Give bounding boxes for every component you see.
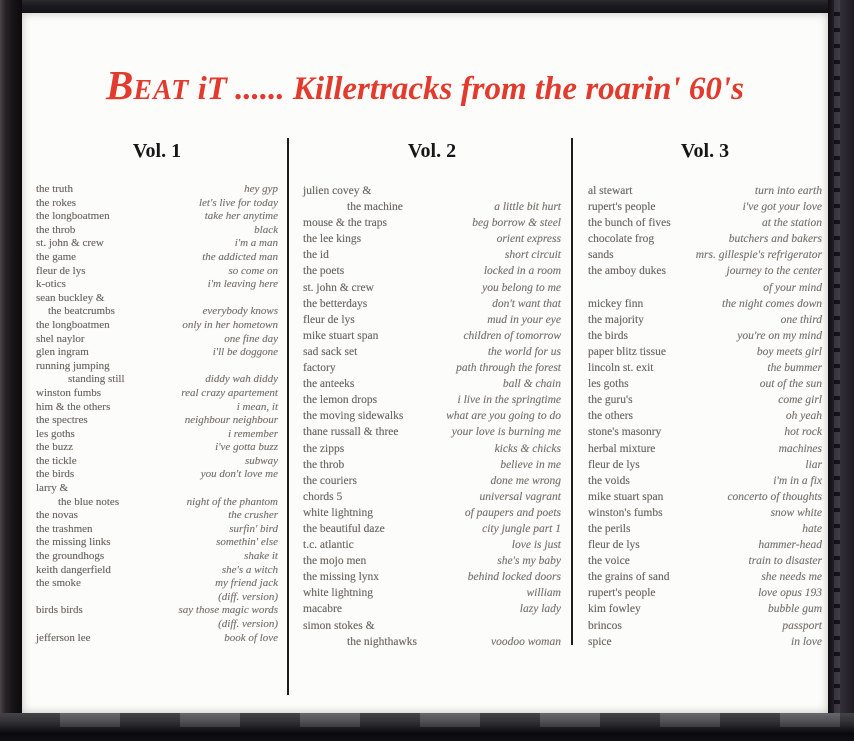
artist-name: the blue notes — [58, 495, 120, 508]
artist-name: the missing links — [36, 536, 111, 549]
song-title: oh yeah — [785, 410, 822, 423]
track-row — [36, 387, 278, 401]
artist-name: fleur de lys — [303, 313, 355, 326]
song-title: behind locked doors — [467, 571, 561, 584]
song-title: one fine day — [224, 332, 278, 345]
artist-name: macabre — [303, 603, 342, 616]
artist-name: the voids — [588, 474, 630, 487]
track-row — [36, 564, 278, 578]
song-title: she's my baby — [497, 555, 561, 568]
song-title: surfin' bird — [229, 522, 278, 535]
track-row — [303, 296, 561, 312]
track-row — [303, 473, 561, 489]
track-row — [36, 265, 278, 279]
artist-name: the betterdays — [303, 297, 368, 310]
artist-name: the guru's — [588, 394, 633, 407]
artist-name: mouse & the traps — [303, 217, 387, 230]
artist-name: the anteeks — [303, 378, 355, 391]
artist-name: the id — [303, 249, 329, 262]
track-row — [36, 210, 278, 224]
song-title: boy meets girl — [756, 345, 822, 358]
song-title: you belong to me — [482, 281, 561, 294]
song-title: subway — [245, 454, 278, 467]
song-title: i live in the springtime — [457, 394, 561, 407]
track-row — [36, 523, 278, 537]
track-row — [588, 215, 822, 231]
track-row — [588, 280, 822, 296]
song-title: the bummer — [767, 362, 822, 375]
artist-name: les goths — [36, 427, 75, 440]
track-row — [588, 601, 822, 617]
song-title: concerto of thoughts — [727, 490, 822, 503]
track-row — [303, 424, 561, 440]
song-title: say those magic words — [178, 604, 278, 617]
track-row — [36, 455, 278, 469]
song-title: beg borrow & steel — [472, 217, 561, 230]
song-title: train to disaster — [748, 555, 822, 568]
track-row — [588, 537, 822, 553]
artist-name: paper blitz tissue — [588, 345, 666, 358]
artist-name: brincos — [588, 619, 622, 632]
track-row — [36, 550, 278, 564]
artist-name: the truth — [36, 183, 73, 195]
track-row — [36, 509, 278, 523]
track-row — [36, 305, 278, 319]
song-title: hey gyp — [244, 183, 278, 195]
track-row — [303, 569, 561, 585]
song-title: done me wrong — [490, 474, 561, 487]
song-title: your love is burning me — [451, 426, 561, 439]
track-row — [588, 183, 822, 199]
artist-name: herbal mixture — [588, 442, 656, 455]
artist-name: st. john & crew — [303, 281, 374, 294]
song-title: mud in your eye — [487, 313, 561, 326]
song-title: i'm leaving here — [207, 278, 278, 291]
artist-name: the perils — [588, 522, 631, 535]
artist-name: the voice — [588, 555, 630, 568]
track-row — [36, 183, 278, 197]
artist-name: shel naylor — [36, 332, 85, 345]
track-row — [588, 489, 822, 505]
volume-3-header: Vol. 3 — [680, 140, 730, 162]
track-row — [588, 344, 822, 360]
track-row — [588, 328, 822, 344]
song-title: love opus 193 — [758, 587, 822, 600]
artist-name: les goths — [588, 378, 629, 391]
artist-name: white lightning — [303, 506, 373, 519]
artist-name: keith dangerfield — [36, 563, 111, 576]
song-title: take her anytime — [204, 210, 278, 223]
track-row — [588, 618, 822, 634]
track-row — [36, 401, 278, 415]
artist-name: the beautiful daze — [303, 522, 385, 535]
song-title: butchers and bakers — [728, 233, 822, 246]
song-title: locked in a room — [483, 265, 561, 278]
track-row — [36, 441, 278, 455]
song-title: children of tomorrow — [463, 329, 561, 342]
case-bottom-edge — [0, 727, 854, 741]
song-title: real crazy apartement — [181, 386, 278, 399]
song-title: of your mind — [763, 281, 822, 294]
artist-name: the amboy dukes — [588, 265, 666, 278]
artist-name: the mojo men — [303, 555, 367, 568]
track-row — [303, 537, 561, 553]
song-title: hammer-head — [758, 539, 822, 552]
artist-name: t.c. atlantic — [303, 539, 354, 552]
song-title: let's live for today — [198, 196, 278, 209]
track-row — [588, 457, 822, 473]
artist-name: the majority — [588, 313, 644, 326]
track-row — [303, 360, 561, 376]
song-title: short circuit — [504, 249, 561, 262]
track-row — [303, 312, 561, 328]
case-edge-left — [0, 0, 22, 741]
tracklist-insert — [22, 13, 828, 713]
artist-name: the nighthawks — [347, 635, 417, 648]
artist-name: the rokes — [36, 196, 77, 209]
track-row — [588, 521, 822, 537]
track-row — [303, 183, 561, 199]
song-title: city jungle part 1 — [482, 522, 561, 535]
track-row — [588, 376, 822, 392]
artist-name: larry & — [36, 482, 69, 495]
track-row — [303, 489, 561, 505]
artist-name: the others — [588, 410, 634, 423]
volume-2-header: Vol. 2 — [407, 140, 457, 162]
track-row — [303, 215, 561, 231]
track-row — [303, 376, 561, 392]
track-row — [36, 577, 278, 591]
artist-name: mickey finn — [588, 297, 644, 310]
track-row — [588, 553, 822, 569]
track-row — [303, 247, 561, 263]
artist-name: sad sack set — [303, 345, 358, 358]
album-title-rest: iT ...... Killertracks from the roarin' 60's — [189, 71, 744, 107]
artist-name: running jumping — [36, 359, 110, 372]
track-row — [588, 634, 822, 650]
artist-name: k-otics — [36, 278, 66, 291]
song-title: i'll be doggone — [212, 346, 278, 359]
track-row — [303, 505, 561, 521]
track-row — [36, 591, 278, 605]
artist-name: glen ingram — [36, 346, 89, 359]
artist-name: chords 5 — [303, 490, 343, 503]
song-title: what are you going to do — [446, 410, 561, 423]
case-bottom-hinge — [0, 713, 854, 727]
artist-name: the moving sidewalks — [303, 410, 404, 423]
song-title: i remember — [228, 427, 278, 440]
artist-name: rupert's people — [588, 587, 656, 600]
artist-name: the spectres — [36, 414, 88, 427]
track-row — [36, 428, 278, 442]
song-title: liar — [805, 458, 822, 471]
song-title: come girl — [778, 394, 822, 407]
album-title-lead-cap: B — [106, 62, 134, 108]
artist-name: the beatcrumbs — [48, 305, 115, 318]
track-row — [588, 247, 822, 263]
artist-name: the longboatmen — [36, 318, 110, 331]
artist-name: julien covey & — [303, 185, 372, 197]
artist-name: the groundhogs — [36, 550, 105, 563]
song-title: (diff. version) — [218, 618, 278, 630]
volume-3-tracklist — [588, 183, 822, 650]
artist-name: the novas — [36, 509, 78, 522]
song-title: you don't love me — [200, 468, 278, 481]
song-title: a little bit hurt — [494, 201, 561, 214]
artist-name: white lightning — [303, 587, 373, 600]
song-title: kicks & chicks — [494, 442, 561, 455]
artist-name: the lemon drops — [303, 394, 378, 407]
artist-name: winston's fumbs — [588, 506, 663, 519]
song-title: shake it — [244, 550, 278, 563]
artist-name: birds birds — [36, 604, 83, 617]
track-row — [36, 618, 278, 632]
track-row — [36, 224, 278, 238]
track-row — [588, 424, 822, 440]
artist-name: factory — [303, 362, 336, 375]
track-row — [303, 553, 561, 569]
song-title: out of the sun — [759, 378, 822, 391]
artist-name: chocolate frog — [588, 233, 655, 246]
artist-name: the trashmen — [36, 522, 93, 535]
track-row — [36, 319, 278, 333]
track-row — [303, 585, 561, 601]
song-title: don't want that — [492, 297, 561, 310]
track-row — [36, 604, 278, 618]
artist-name: mike stuart span — [588, 490, 664, 503]
track-row — [36, 536, 278, 550]
case-edge-top — [0, 0, 854, 13]
track-row — [588, 231, 822, 247]
song-title: at the station — [761, 217, 822, 230]
artist-name: standing still — [68, 373, 125, 386]
song-title: snow white — [770, 506, 822, 519]
album-title-small-caps: EAT — [133, 75, 190, 106]
song-title: the crusher — [228, 509, 278, 522]
track-row — [303, 441, 561, 457]
song-title: in love — [791, 635, 822, 648]
song-title: universal vagrant — [479, 490, 561, 503]
artist-name: the zipps — [303, 442, 345, 455]
song-title: i've gotta buzz — [215, 441, 278, 454]
track-row — [588, 408, 822, 424]
track-row — [588, 312, 822, 328]
column-divider-2 — [571, 138, 573, 645]
track-row — [303, 521, 561, 537]
track-row — [303, 601, 561, 617]
song-title: black — [254, 223, 278, 236]
song-title: hate — [802, 522, 822, 535]
artist-name: the smoke — [36, 577, 81, 590]
song-title: so come on — [228, 264, 278, 277]
track-row — [303, 408, 561, 424]
song-title: she's a witch — [221, 563, 278, 576]
artist-name: sands — [588, 249, 614, 262]
song-title: orient express — [496, 233, 561, 246]
artist-name: the couriers — [303, 474, 357, 487]
song-title: turn into earth — [754, 185, 822, 197]
song-title: everybody knows — [202, 305, 278, 318]
song-title: night of the phantom — [186, 495, 278, 508]
artist-name: the tickle — [36, 454, 77, 467]
track-row — [303, 263, 561, 279]
artist-name: al stewart — [588, 185, 633, 197]
song-title: believe in me — [500, 458, 561, 471]
artist-name: st. john & crew — [36, 237, 104, 250]
track-row — [303, 392, 561, 408]
track-row — [36, 468, 278, 482]
track-row — [588, 585, 822, 601]
artist-name: the missing lynx — [303, 571, 380, 584]
track-row — [36, 482, 278, 496]
artist-name: kim fowley — [588, 603, 641, 616]
track-row — [588, 199, 822, 215]
artist-name: the grains of sand — [588, 571, 670, 584]
artist-name: lincoln st. exit — [588, 362, 654, 375]
track-row — [303, 280, 561, 296]
song-title: i'm a man — [234, 237, 278, 250]
track-row — [36, 197, 278, 211]
artist-name: sean buckley & — [36, 291, 105, 304]
artist-name: the throb — [303, 458, 345, 471]
track-row — [588, 441, 822, 457]
artist-name: winston fumbs — [36, 386, 102, 399]
track-row — [303, 634, 561, 650]
song-title: voodoo woman — [491, 635, 561, 648]
song-title: the world for us — [487, 345, 561, 358]
artist-name: fleur de lys — [588, 458, 640, 471]
song-title: i mean, it — [236, 400, 278, 413]
track-row — [36, 373, 278, 387]
track-row — [303, 344, 561, 360]
song-title: neighbour neighbour — [184, 414, 278, 427]
track-row — [303, 199, 561, 215]
song-title: love is just — [511, 539, 561, 552]
track-row — [36, 414, 278, 428]
song-title: diddy wah diddy — [205, 373, 278, 386]
artist-name: the bunch of fives — [588, 217, 671, 230]
song-title: one third — [780, 313, 822, 326]
track-row — [36, 360, 278, 374]
track-row — [588, 569, 822, 585]
artist-name: the buzz — [36, 441, 73, 454]
song-title: my friend jack — [215, 577, 278, 590]
artist-name: spice — [588, 635, 612, 648]
song-title: hot rock — [784, 426, 822, 439]
track-row — [588, 473, 822, 489]
artist-name: simon stokes & — [303, 619, 375, 632]
song-title: journey to the center — [726, 265, 822, 278]
artist-name: mike stuart span — [303, 329, 379, 342]
track-row — [588, 505, 822, 521]
artist-name: fleur de lys — [36, 264, 86, 277]
case-edge-right — [828, 0, 854, 741]
song-title: william — [526, 587, 561, 600]
artist-name: the game — [36, 250, 77, 263]
track-row — [36, 237, 278, 251]
song-title: i've got your love — [742, 201, 822, 214]
artist-name: jefferson lee — [36, 631, 91, 644]
track-row — [36, 496, 278, 510]
song-title: bubble gum — [768, 603, 822, 616]
song-title: ball & chain — [502, 378, 561, 391]
track-row — [36, 632, 278, 646]
track-row — [303, 618, 561, 634]
track-row — [588, 263, 822, 279]
artist-name: fleur de lys — [588, 539, 640, 552]
artist-name: the lee kings — [303, 233, 362, 246]
volume-2-tracklist — [303, 183, 561, 650]
song-title: lazy lady — [519, 603, 561, 616]
song-title: machines — [778, 442, 822, 455]
track-row — [36, 346, 278, 360]
track-row — [36, 278, 278, 292]
artist-name: the birds — [36, 468, 75, 481]
track-row — [36, 251, 278, 265]
song-title: passport — [782, 619, 822, 632]
track-row — [588, 392, 822, 408]
track-row — [303, 231, 561, 247]
song-title: i'm in a fix — [773, 474, 822, 487]
track-row — [588, 360, 822, 376]
artist-name: the longboatmen — [36, 210, 110, 223]
track-row — [303, 457, 561, 473]
artist-name: the poets — [303, 265, 345, 278]
track-row — [588, 296, 822, 312]
artist-name: the birds — [588, 329, 628, 342]
artist-name: thane russall & three — [303, 426, 399, 439]
song-title: somethin' else — [216, 536, 278, 549]
album-title — [22, 61, 828, 109]
artist-name: him & the others — [36, 400, 111, 413]
song-title: mrs. gillespie's refrigerator — [695, 249, 822, 262]
song-title: only in her hometown — [182, 318, 278, 331]
artist-name: the throb — [36, 223, 76, 236]
song-title: the addicted man — [202, 250, 278, 263]
volume-1-header: Vol. 1 — [132, 140, 182, 162]
column-divider-1 — [287, 138, 289, 695]
artist-name: the machine — [347, 201, 403, 214]
track-row — [36, 333, 278, 347]
song-title: of paupers and poets — [464, 506, 561, 519]
song-title: (diff. version) — [218, 590, 278, 603]
artist-name: rupert's people — [588, 201, 656, 214]
song-title: book of love — [224, 631, 278, 644]
track-row — [303, 328, 561, 344]
artist-name: stone's masonry — [588, 426, 662, 439]
song-title: she needs me — [761, 571, 822, 584]
song-title: you're on my mind — [737, 329, 822, 342]
track-row — [36, 292, 278, 306]
volume-1-tracklist — [36, 183, 278, 645]
song-title: the night comes down — [722, 297, 822, 310]
song-title: path through the forest — [456, 362, 561, 375]
